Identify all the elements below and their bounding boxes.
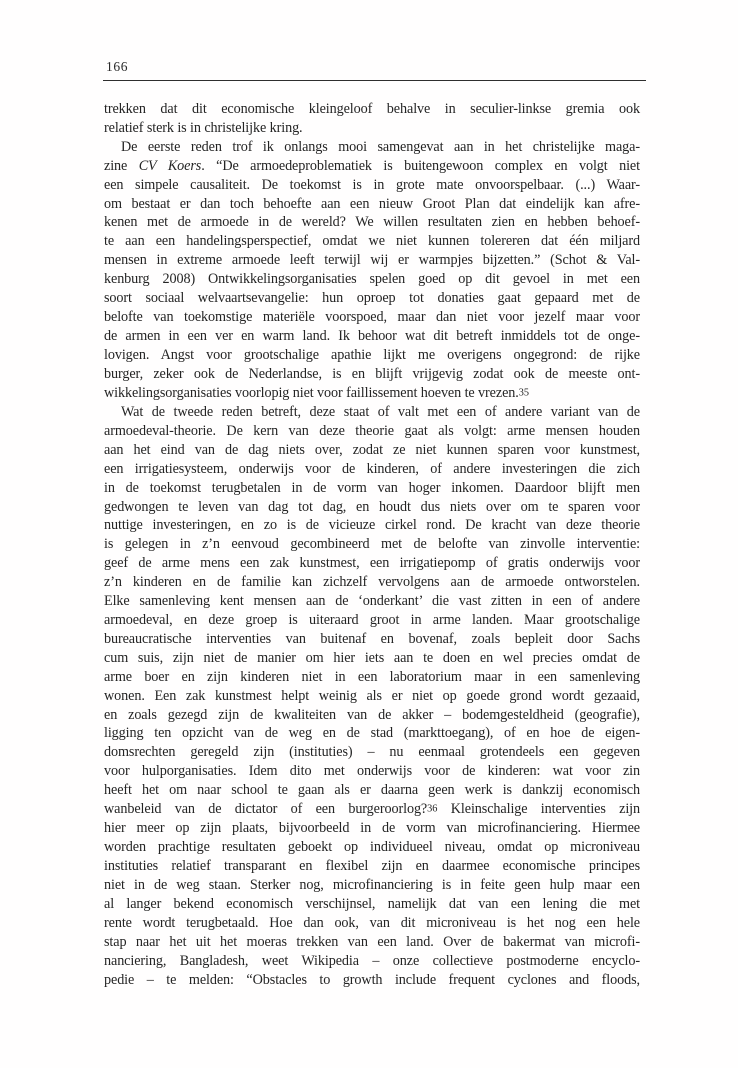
text-line <box>104 289 640 308</box>
header-rule <box>103 80 646 81</box>
text-line <box>104 630 640 649</box>
text-run: gedwongen te leven van dag tot dag, en houdt dus niets over om te sparen voor <box>104 498 640 515</box>
text-line <box>104 138 640 157</box>
text-line <box>104 384 640 403</box>
footnote-reference: 36 <box>427 803 438 815</box>
text-run: kenen met de armoede in de wereld? We willen resultaten zien en hebben behoef- <box>104 214 640 231</box>
text-line <box>104 971 640 990</box>
text-line <box>104 592 640 611</box>
text-run: Wat de tweede reden betreft, deze staat of valt met een of andere variant van de <box>121 404 640 420</box>
text-run: een irrigatiesysteem, onderwijs voor de kinderen, of andere investeringen die zich <box>104 460 640 477</box>
text-run: geef de arme mens een zak kunstmest, een irrigatiepomp of gratis onderwijs voor <box>104 555 640 572</box>
text-line <box>104 100 640 119</box>
text-run: domsrechten geregeld zijn (instituties) – nu eenmaal grotendeels een gegeven <box>104 744 640 761</box>
text-run: instituties relatief transparant en flexibel zijn en daarmee economische principes <box>104 858 640 875</box>
text-line <box>104 573 640 592</box>
text-line <box>104 270 640 289</box>
text-run: hier meer op zijn plaats, bijvoorbeeld in de vorm van microfinanciering. Hiermee <box>104 820 640 837</box>
page-number: 166 <box>106 59 129 74</box>
text-run: armoedeval, en deze groep is uiteraard groot in arme landen. Maar grootschalige <box>104 611 640 628</box>
text-run: een simpele causaliteit. De toekomst is in grote mate onvoorspelbaar. (...) Waar- <box>104 176 640 193</box>
text-line <box>104 176 640 195</box>
text-line <box>104 781 640 800</box>
text-block <box>104 100 640 990</box>
text-line <box>104 952 640 971</box>
text-line <box>104 365 640 384</box>
text-run: stap naar het uit het moeras trekken van een land. Over de bakermat van microfi- <box>104 933 640 950</box>
text-run: worden prachtige resultaten geboekt op individueel niveau, omdat op microniveau <box>104 839 640 856</box>
text-run: is gelegen in z’n eenvoud gecombineerd met de belofte van zinvolle interventie: <box>104 536 640 553</box>
text-run: armoedeval-theorie. De kern van deze theorie gaat als volgt: arme mensen houden <box>104 422 640 439</box>
text-line <box>104 649 640 668</box>
text-run: . “De armoedeproblematiek is buitengewoon complex en volgt niet <box>201 157 640 174</box>
text-line <box>104 876 640 895</box>
text-line <box>104 706 640 725</box>
text-run: soort sociaal welvaartsevangelie: hun oproep tot donaties gaat gepaard met de <box>104 290 640 307</box>
text-line <box>104 251 640 270</box>
text-run: De eerste reden trof ik onlangs mooi samengevat aan in het christelijke maga- <box>121 138 640 155</box>
text-run: nanciering, Bangladesh, weet Wikipedia – onze collectieve postmoderne encyclo- <box>104 952 640 969</box>
text-line <box>104 403 640 422</box>
text-line <box>104 327 640 346</box>
text-run: te aan een handelingsperspectief, omdat we niet kunnen tolereren dat één miljard <box>104 233 640 250</box>
footnote-reference: 35 <box>518 387 530 399</box>
text-line <box>104 857 640 876</box>
text-run: pedie – te melden: “Obstacles to growth include frequent cyclones and floods, <box>104 971 640 988</box>
text-run: zine <box>104 157 139 174</box>
text-run: kenburg 2008) Ontwikkelingsorganisaties spelen goed op dit gevoel in met een <box>104 271 640 288</box>
text-run: nuttige investeringen, en zo is de vicieuze cirkel rond. De kracht van deze theorie <box>104 517 640 534</box>
text-line <box>104 441 640 460</box>
text-line <box>104 687 640 706</box>
text-run: wonen. Een zak kunstmest helpt weinig als er niet op goede grond wordt gezaaid, <box>104 687 640 704</box>
text-run: rente wordt terugbetaald. Hoe dan ook, van dit microniveau is het nog een hele <box>104 914 640 931</box>
text-line <box>104 554 640 573</box>
text-run: voor hulporganisaties. Idem dito met onderwijs voor de kinderen: wat voor zin <box>104 763 640 780</box>
text-line <box>104 460 640 479</box>
text-run: z’n kinderen en de familie kan zichzelf vervolgens aan de armoede ontworstelen. <box>104 574 640 591</box>
text-run: burger, zeker ook de Nederlandse, is en blijft vrijgevig zodat ook de meeste ont- <box>104 365 640 382</box>
text-line <box>104 422 640 441</box>
text-run: mensen in extreme armoede leeft terwijl wij er warmpjes bijzetten.” (Schot & Val- <box>104 252 640 269</box>
text-run: om bestaat er dan toch behoefte aan een nieuw Groot Plan dat eindelijk kan afre- <box>104 195 640 212</box>
text-run: ligging ten opzicht van de weg en de stad (markttoegang), of en hoe de eigen- <box>104 725 640 742</box>
text-line <box>104 800 640 819</box>
text-run: belofte van toekomstige materiële voorspoed, maar dan niet voor jezelf maar voor <box>104 308 640 325</box>
text-line <box>104 724 640 743</box>
text-line <box>104 895 640 914</box>
text-line <box>104 213 640 232</box>
text-run: wanbeleid van de dictator of een burgeroorlog? <box>104 801 428 818</box>
text-line <box>104 479 640 498</box>
text-run: Kleinschalige interventies zijn <box>437 801 641 818</box>
text-line <box>104 346 640 365</box>
text-line <box>104 914 640 933</box>
text-run: heeft het om naar school te gaan als er daarna geen werk is dankzij economisch <box>104 782 640 799</box>
text-run: en zoals gezegd zijn de kwaliteiten van de akker – bodemgesteldheid (geografie), <box>104 706 640 723</box>
text-run: Elke samenleving kent mensen aan de ‘onderkant’ die vast zitten in een of andere <box>104 593 640 610</box>
text-line <box>104 819 640 838</box>
text-run: wikkelingsorganisaties voorlopig niet voor faillissement hoeven te vrezen. <box>104 384 519 401</box>
text-line <box>104 157 640 176</box>
text-run: cum suis, zijn niet de manier om hier iets aan te doen en wel precies omdat de <box>104 649 640 666</box>
text-run: lovigen. Angst voor grootschalige apathie lijkt me overigens ongegrond: de rijke <box>104 346 640 363</box>
text-line <box>104 308 640 327</box>
text-line <box>104 195 640 214</box>
text-line <box>104 232 640 251</box>
text-line <box>104 743 640 762</box>
text-line <box>104 933 640 952</box>
text-line <box>104 668 640 687</box>
text-run: relatief sterk is in christelijke kring. <box>104 119 303 136</box>
text-run: niet in de weg staan. Sterker nog, microfinanciering is in feite geen hulp maar een <box>104 877 640 894</box>
text-line <box>104 516 640 535</box>
text-run: arme boer en zijn kinderen niet in een laboratorium maar in een samenleving <box>104 668 640 685</box>
text-run: bureaucratische interventies van buitenaf en bovenaf, zoals bepleit door Sachs <box>104 630 640 647</box>
text-run: in de toekomst terugbetalen in de vorm van hoger inkomen. Daardoor blijft men <box>104 479 640 496</box>
text-line <box>104 838 640 857</box>
text-line <box>104 762 640 781</box>
text-line <box>104 535 640 554</box>
text-run: al langer bekend economisch verschijnsel, namelijk dat van een lening die met <box>104 896 640 913</box>
text-line <box>104 611 640 630</box>
text-run: trekken dat dit economische kleingeloof behalve in seculier-linkse gremia ook <box>104 101 640 117</box>
text-run: de armen in een ver en warm land. Ik behoor wat dit betreft inmiddels tot de onge- <box>104 327 640 344</box>
text-run: aan het eind van de dag niets over, zodat ze niet kunnen sparen voor kunstmest, <box>104 441 640 458</box>
text-line <box>104 498 640 517</box>
text-line <box>104 119 640 138</box>
italic-text: CV Koers <box>138 157 202 174</box>
